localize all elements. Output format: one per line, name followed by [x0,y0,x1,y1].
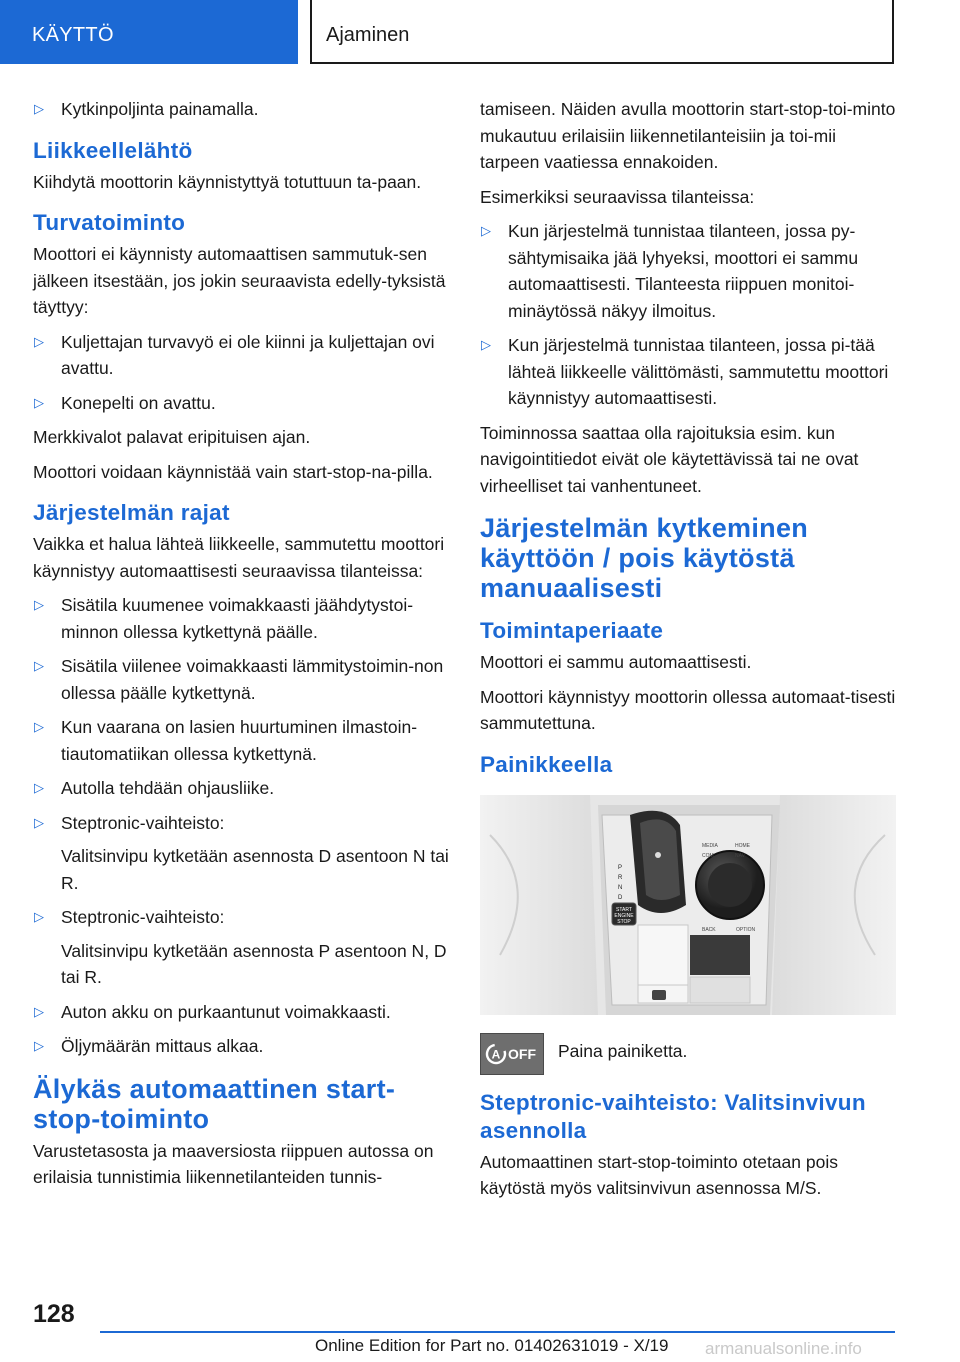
list-item: ▷ Steptronic-vaihteisto: Valitsinvipu kytketään asennosta P asentoon N, D tai R. [33,904,449,991]
list-item: ▷ Kun järjestelmä tunnistaa tilanteen, jossa pi-tää lähteä liikkeelle välittömästi, sammutettu moottori käynnistyy automaattisesti. [480,332,896,412]
heading-liikkeellelahto: Liikkeellelähtö [33,137,193,163]
console-gear-n: N [618,884,623,891]
heading-turvatoiminto: Turvatoiminto [33,210,186,235]
off-label: OFF [508,1045,536,1062]
page-number: 128 [33,1300,75,1328]
triangle-bullet-icon: ▷ [34,780,44,795]
list-item: ▷ Auton akku on purkaantunut voimakkaasti. [33,999,449,1026]
paragraph: Moottori voidaan käynnistää vain start-stop-na-pilla. [33,461,433,482]
paragraph: Moottori käynnistyy moottorin ollessa automaat-tisesti sammutettuna. [480,686,896,733]
paragraph: Automaattinen start-stop-toiminto otetaan pois käytöstä myös valitsinvivun asennossa M/S. [480,1151,838,1198]
svg-text:A: A [491,1047,501,1061]
paragraph: Varustetasosta ja maaversiosta riippuen autossa on erilaisia tunnistimia liikennetilanteiden tunnis- [33,1140,434,1187]
heading-kytkeminen: Järjestelmän kytkeminen käyttöön / pois käytöstä manuaalisesti [480,513,809,603]
button-instruction [480,1033,896,1075]
right-column [480,96,896,1210]
section-tab: KÄYTTÖ [0,0,298,64]
heading-toimintaperiaate: Toimintaperiaate [480,618,664,643]
console-label-com: COM [702,852,714,859]
heading-painikkeella: Painikkeella [480,751,613,777]
clutch-list [33,96,449,123]
triangle-bullet-icon: ▷ [34,719,44,734]
watermark: armanualsonline.info [705,1339,862,1358]
triangle-bullet-icon: ▷ [34,597,44,612]
console-label-start: START [616,906,632,913]
triangle-bullet-icon: ▷ [34,909,44,924]
console-label-engine: ENGINE [614,912,634,919]
console-label-back: BACK [702,926,716,933]
triangle-bullet-icon: ▷ [481,223,491,238]
heading-steptronic: Steptronic-vaihteisto: Valitsinvivun asennolla [480,1089,866,1143]
console-gear-d: D [618,894,623,901]
footer-edition: Online Edition for Part no. 01402631019 - X/19 [315,1336,669,1355]
console-gear-p: P [618,864,623,871]
list-item: ▷ Öljymäärän mittaus alkaa. [33,1033,449,1060]
paragraph: tamiseen. Näiden avulla moottorin start-stop-toi-minto mukautuu erilaisiin liikennetilanteisiin ja toi-mii tarpeen vaatiessa ennakoiden. [480,99,896,172]
triangle-bullet-icon: ▷ [481,337,491,352]
triangle-bullet-icon: ▷ [34,101,44,116]
heading-jarjestelman-rajat: Järjestelmän rajat [33,500,230,525]
list-item: ▷ Sisätila kuumenee voimakkaasti jäähdytystoi-minnon ollessa kytkettynä päälle. [33,592,449,645]
list-item: ▷ Kun järjestelmä tunnistaa tilanteen, jossa py-sähtymisaika jää lyhyeksi, moottori ei sammu automaattisesti. Tilanteesta riippuen monitoi-minäytössä näkyy ilmoitus. [480,218,896,324]
console-label-stop: STOP [617,918,631,925]
paragraph: Esimerkiksi seuraavissa tilanteissa: [480,186,755,207]
triangle-bullet-icon: ▷ [34,1003,44,1019]
heading-alykas-start-stop: Älykäs automaattinen start-stop-toiminto [33,1073,396,1134]
triangle-bullet-icon: ▷ [34,394,44,410]
console-gear-r: R [618,874,623,881]
paragraph: Merkkivalot palavat eripituisen ajan. [33,427,311,447]
list-subtext: Valitsinvipu kytketään asennosta P asentoon N, D tai R. [61,940,447,987]
paragraph: Moottori ei sammu automaattisesti. [480,652,752,672]
examples-list [480,218,896,412]
console-label-nav: NAV [735,852,745,859]
console-label-media: MEDIA [702,842,718,849]
paragraph: Moottori ei käynnisty automaattisen sammutuk-sen jälkeen itsestään, jos jokin seuraavista edelly-tyksistä täyttyy: [33,244,446,317]
footer-divider [100,1331,895,1333]
limits-list [33,592,449,1060]
list-item: ▷ Konepelti on avattu. [33,390,449,417]
list-subtext: Valitsinvipu kytketään asennosta D asentoon N tai R. [61,846,449,893]
triangle-bullet-icon: ▷ [34,658,44,673]
triangle-bullet-icon: ▷ [34,333,44,349]
paragraph: Paina painiketta. [558,1040,688,1061]
chapter-title [310,0,894,64]
paragraph: Kiihdytä moottorin käynnistyttyä totuttuun ta-paan. [33,171,422,192]
triangle-bullet-icon: ▷ [34,1038,44,1053]
list-item: ▷ Autolla tehdään ohjausliike. [33,775,449,802]
list-item: ▷ Steptronic-vaihteisto: Valitsinvipu kytketään asennosta D asentoon N tai R. [33,810,449,897]
console-label-option: OPTION [736,926,756,933]
list-item: ▷ Kun vaarana on lasien huurtuminen ilmastoin-tiautomatiikan ollessa kytkettynä. [33,714,449,767]
left-column [33,96,449,1199]
list-item: ▷ Kytkinpoljinta painamalla. [33,96,449,123]
chapter-title-text: Ajaminen [326,24,410,46]
auto-start-stop-off-icon [480,1033,544,1075]
console-label-home: HOME [735,842,750,849]
safety-list [33,329,449,417]
list-item: ▷ Sisätila viilenee voimakkaasti lämmitystoimin-non ollessa päälle kytkettynä. [33,653,449,706]
list-item: ▷ Kuljettajan turvavyö ei ole kiinni ja kuljettajan ovi avattu. [33,329,449,382]
paragraph: Toiminnossa saattaa olla rajoituksia esim. kun navigointitiedot eivät ole käytettävissä tai ne ovat virheelliset tai vanhentuneet. [480,422,859,496]
triangle-bullet-icon: ▷ [34,814,44,830]
paragraph: Vaikka et halua lähteä liikkeelle, sammutettu moottori käynnistyy automaattisesti seuraavissa tilanteissa: [33,534,445,581]
center-console-photo [480,795,896,1015]
